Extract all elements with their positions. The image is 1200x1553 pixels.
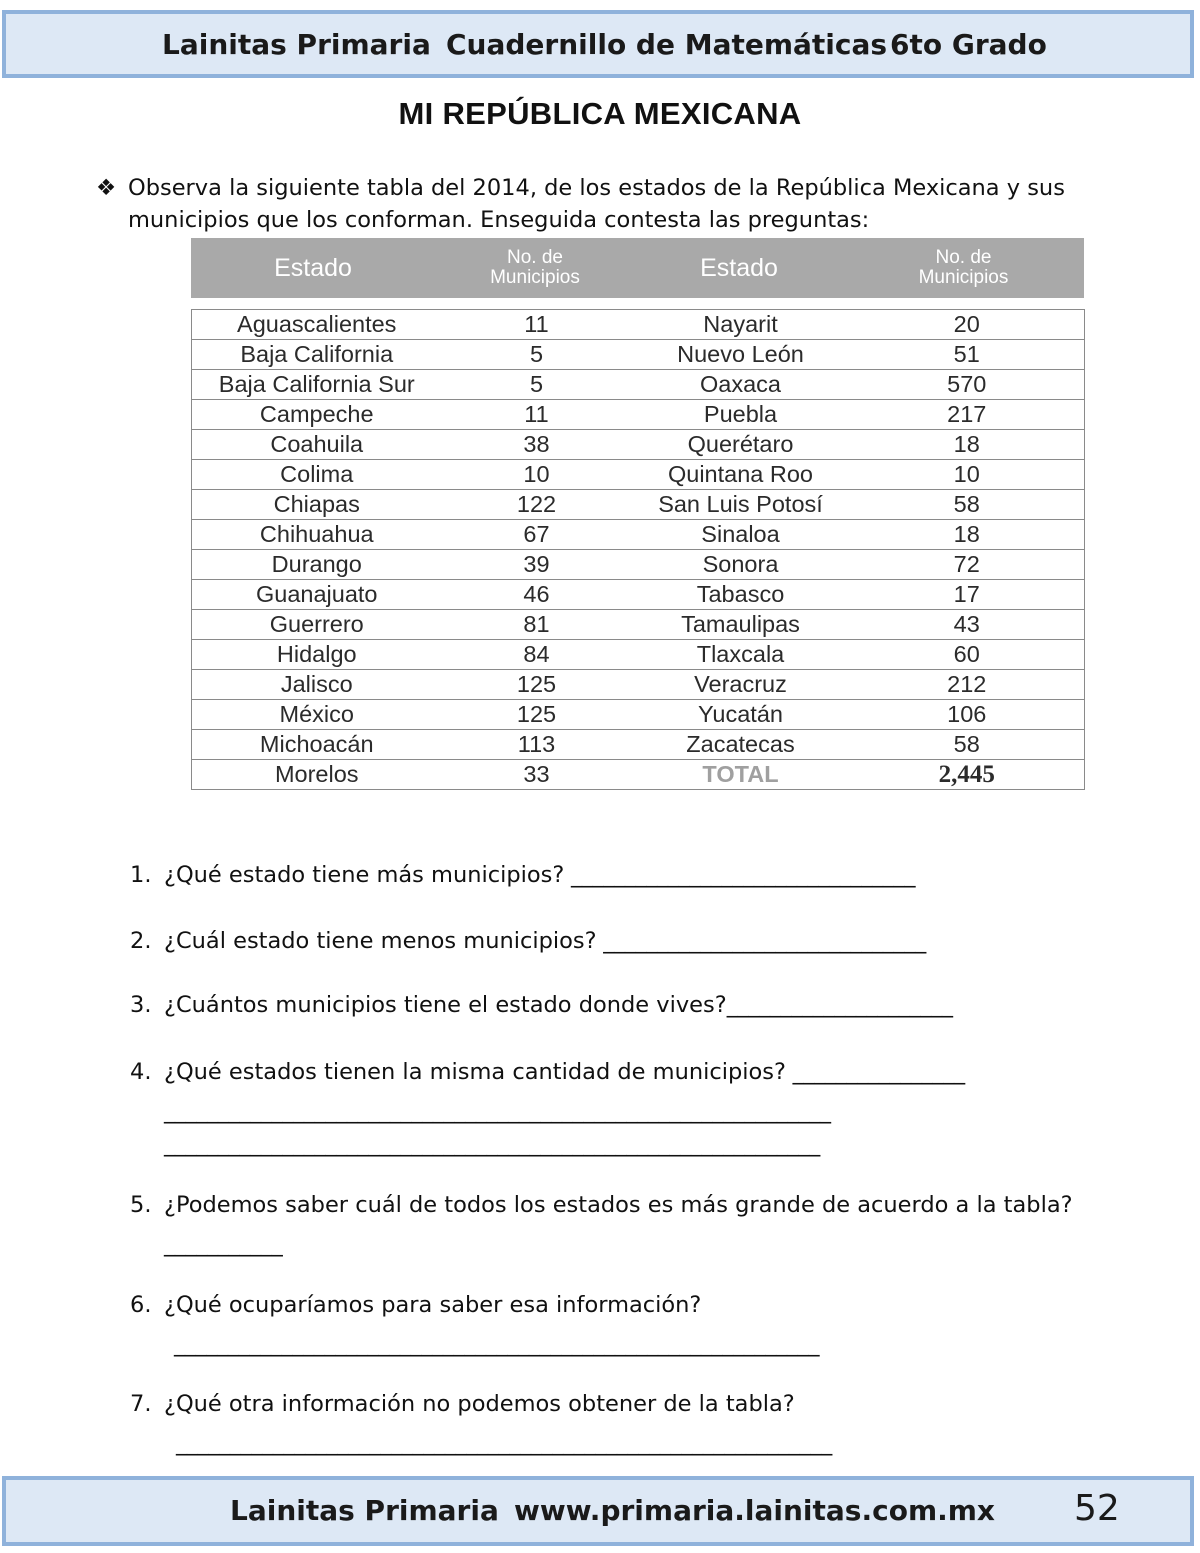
answer-line[interactable]: ________________________________ (564, 862, 915, 888)
answer-line[interactable]: ________________ (785, 1059, 965, 1085)
state-cell: Jalisco (192, 670, 442, 700)
state-cell: Chihuahua (192, 520, 442, 550)
table-header (191, 238, 1084, 298)
header-municipios-1-b: Municipios (490, 267, 580, 288)
question-1 (130, 860, 915, 890)
count-cell: 212 (850, 670, 1085, 700)
state-cell: México (192, 700, 442, 730)
state-cell: Guerrero (192, 610, 442, 640)
count-cell: 11 (442, 310, 632, 340)
count-cell: 51 (850, 340, 1085, 370)
state-cell: Veracruz (632, 670, 850, 700)
instructions-line2: municipios que los conforman. Enseguida contesta las preguntas: (128, 207, 870, 233)
table-row (192, 670, 1085, 700)
question-text: ¿Cuántos municipios tiene el estado donde vives? (164, 992, 727, 1018)
table-row (192, 520, 1085, 550)
bullet-icon: ❖ (96, 175, 117, 201)
table-row (192, 760, 1085, 790)
table-row (192, 460, 1085, 490)
question-text: ¿Cuál estado tiene menos municipios? (164, 928, 597, 954)
question-number: 1. (130, 862, 152, 888)
header-brand: Lainitas Primaria (162, 28, 431, 61)
question-text: ¿Podemos saber cuál de todos los estados es más grande de acuerdo a la tabla? (164, 1192, 1073, 1218)
count-cell: 5 (442, 370, 632, 400)
count-cell: 106 (850, 700, 1085, 730)
state-cell: Puebla (632, 400, 850, 430)
count-cell: 58 (850, 730, 1085, 760)
count-cell: 20 (850, 310, 1085, 340)
count-cell: 84 (442, 640, 632, 670)
table-row (192, 610, 1085, 640)
header-municipios-1 (435, 238, 635, 298)
state-cell: Colima (192, 460, 442, 490)
header-municipios-1-a: No. de (507, 247, 563, 268)
state-cell: Campeche (192, 400, 442, 430)
header-estado-1: Estado (274, 253, 352, 282)
count-cell: 11 (442, 400, 632, 430)
answer-line[interactable]: _____________________________________________________________ (176, 1430, 832, 1456)
count-cell: 17 (850, 580, 1085, 610)
count-cell: 72 (850, 550, 1085, 580)
state-cell: Yucatán (632, 700, 850, 730)
count-cell: 58 (850, 490, 1085, 520)
header-grade: 6to Grado (890, 28, 1047, 61)
state-cell: TOTAL (632, 760, 850, 790)
state-cell: Tamaulipas (632, 610, 850, 640)
table-row (192, 700, 1085, 730)
state-cell: Sonora (632, 550, 850, 580)
state-cell: Hidalgo (192, 640, 442, 670)
count-cell: 125 (442, 670, 632, 700)
question-text: ¿Qué otra información no podemos obtener de la tabla? (164, 1391, 795, 1417)
count-cell: 2,445 (850, 760, 1085, 790)
question-text: ¿Qué estados tienen la misma cantidad de municipios? (164, 1059, 786, 1085)
state-cell: San Luis Potosí (632, 490, 850, 520)
table-row (192, 550, 1085, 580)
answer-line[interactable]: ______________________________ (596, 928, 926, 954)
header-subject: Cuadernillo de Matemáticas (446, 28, 888, 61)
state-cell: Oaxaca (632, 370, 850, 400)
question-number: 6. (130, 1292, 152, 1318)
question-number: 2. (130, 928, 152, 954)
answer-line[interactable]: ______________________________________________________________ (164, 1098, 831, 1124)
count-cell: 217 (850, 400, 1085, 430)
footer-brand: Lainitas Primaria (230, 1494, 499, 1527)
state-cell: Sinaloa (632, 520, 850, 550)
answer-line[interactable]: _____________________________________________________________ (164, 1131, 820, 1157)
count-cell: 18 (850, 520, 1085, 550)
state-cell: Coahuila (192, 430, 442, 460)
state-cell: Nuevo León (632, 340, 850, 370)
table-row (192, 340, 1085, 370)
question-6 (130, 1290, 701, 1320)
question-2 (130, 926, 926, 956)
table-row (192, 400, 1085, 430)
state-cell: Chiapas (192, 490, 442, 520)
count-cell: 5 (442, 340, 632, 370)
table-row (192, 370, 1085, 400)
header-municipios-2-b: Municipios (918, 267, 1009, 288)
answer-line[interactable]: ___________ (164, 1231, 283, 1257)
answer-line[interactable]: _____________________ (726, 992, 953, 1018)
count-cell: 39 (442, 550, 632, 580)
count-cell: 33 (442, 760, 632, 790)
state-cell: Durango (192, 550, 442, 580)
table-row (192, 430, 1085, 460)
answer-line[interactable]: ____________________________________________________________ (174, 1331, 819, 1357)
state-cell: Morelos (192, 760, 442, 790)
header-estado-2: Estado (700, 253, 778, 282)
question-3 (130, 990, 952, 1020)
question-number: 5. (130, 1192, 152, 1218)
state-cell: Baja California Sur (192, 370, 442, 400)
table-row (192, 310, 1085, 340)
question-number: 7. (130, 1391, 152, 1417)
page-title: MI REPÚBLICA MEXICANA (398, 96, 802, 131)
question-text: ¿Qué estado tiene más municipios? (164, 862, 565, 888)
count-cell: 122 (442, 490, 632, 520)
state-cell: Tlaxcala (632, 640, 850, 670)
header-municipios-2 (843, 238, 1084, 298)
question-5 (130, 1190, 1073, 1220)
state-cell: Nayarit (632, 310, 850, 340)
count-cell: 18 (850, 430, 1085, 460)
state-cell: Guanajuato (192, 580, 442, 610)
header-municipios-2-a: No. de (935, 247, 992, 268)
state-cell: Quintana Roo (632, 460, 850, 490)
count-cell: 43 (850, 610, 1085, 640)
count-cell: 125 (442, 700, 632, 730)
table-row (192, 640, 1085, 670)
question-7 (130, 1389, 795, 1419)
table-row (192, 580, 1085, 610)
count-cell: 113 (442, 730, 632, 760)
count-cell: 10 (850, 460, 1085, 490)
instructions (96, 172, 1136, 236)
state-cell: Baja California (192, 340, 442, 370)
state-cell: Michoacán (192, 730, 442, 760)
instructions-line1: Observa la siguiente tabla del 2014, de los estados de la República Mexicana y sus (128, 175, 1065, 201)
count-cell: 67 (442, 520, 632, 550)
count-cell: 10 (442, 460, 632, 490)
count-cell: 46 (442, 580, 632, 610)
question-text: ¿Qué ocuparíamos para saber esa información? (164, 1292, 702, 1318)
footer-url[interactable]: www.primaria.lainitas.com.mx (514, 1494, 995, 1527)
question-4 (130, 1057, 965, 1087)
question-number: 4. (130, 1059, 152, 1085)
question-number: 3. (130, 992, 152, 1018)
count-cell: 570 (850, 370, 1085, 400)
table-row (192, 730, 1085, 760)
page-number: 52 (1074, 1488, 1120, 1529)
table-row (192, 490, 1085, 520)
count-cell: 38 (442, 430, 632, 460)
state-cell: Zacatecas (632, 730, 850, 760)
state-cell: Querétaro (632, 430, 850, 460)
count-cell: 81 (442, 610, 632, 640)
state-cell: Aguascalientes (192, 310, 442, 340)
municipios-table (191, 309, 1085, 790)
count-cell: 60 (850, 640, 1085, 670)
state-cell: Tabasco (632, 580, 850, 610)
